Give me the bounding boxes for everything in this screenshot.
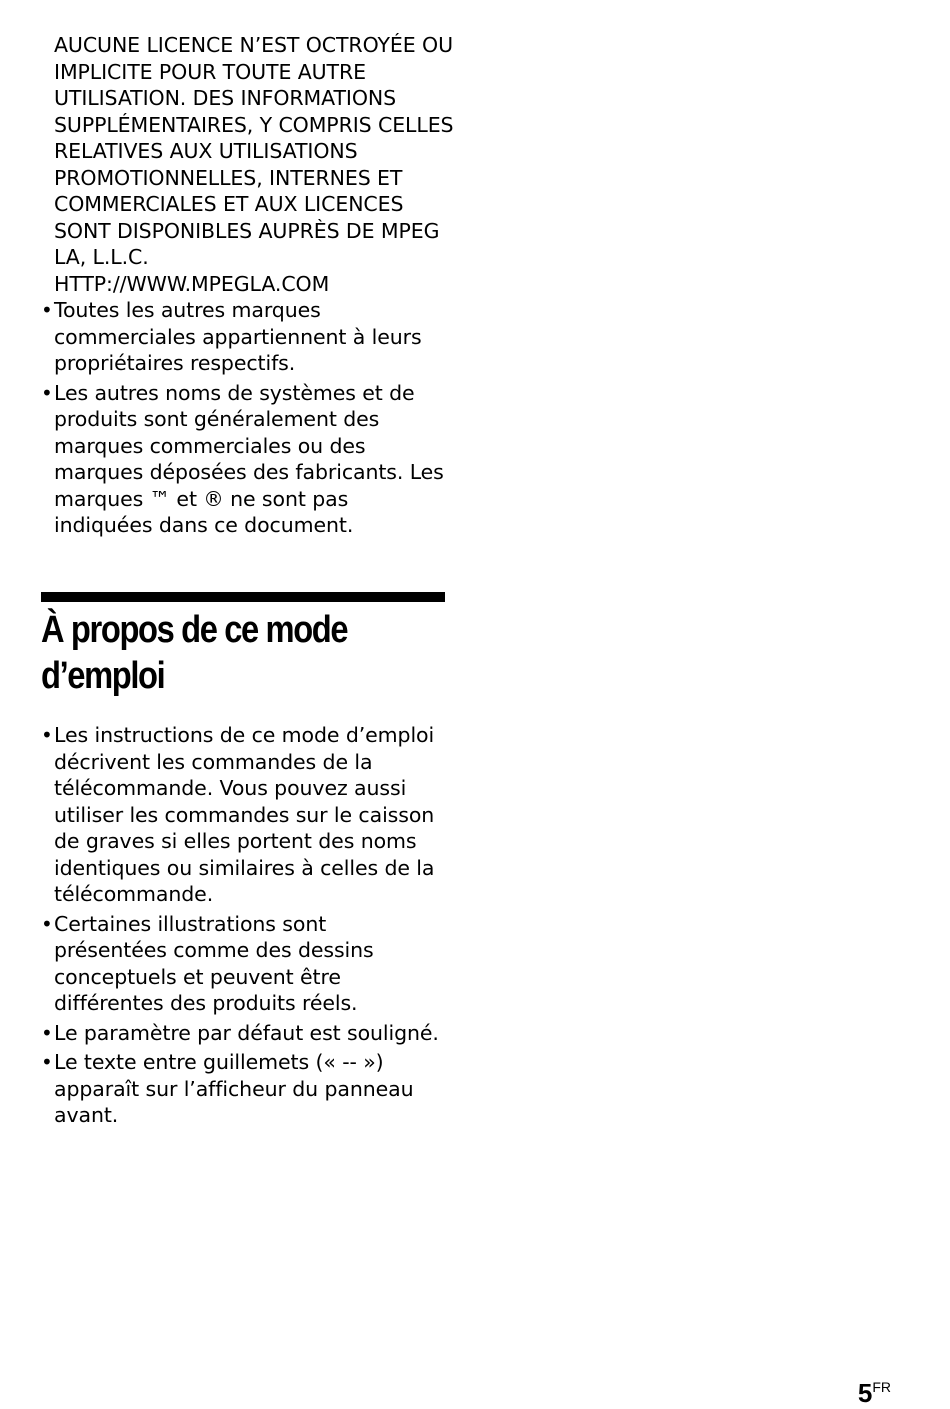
section-title-line: d’emploi xyxy=(41,655,165,697)
license-notice xyxy=(41,32,454,297)
section-body xyxy=(41,722,445,1132)
list-item-text: Certaines illustrations sont présentées comme des dessins conceptuels et peuvent être différentes des produits réels. xyxy=(54,911,374,1015)
license-line: SONT DISPONIBLES AUPRÈS DE MPEG xyxy=(54,218,440,243)
instructions-list xyxy=(41,722,445,1129)
bullet-icon: • xyxy=(41,723,53,747)
list-item-text: Les instructions de ce mode d’emploi décrivent les commandes de la télécommande. Vous pouvez aussi utiliser les commandes sur le caisson de graves si elles portent des noms identiques ou similaires à celles de la télécommande. xyxy=(54,723,435,906)
list-item xyxy=(41,722,445,908)
list-item-text: Le texte entre guillemets (« -- ») apparaît sur l’afficheur du panneau avant. xyxy=(54,1050,414,1127)
list-item xyxy=(41,911,445,1017)
license-line: UTILISATION. DES INFORMATIONS xyxy=(54,86,397,110)
bullet-icon: • xyxy=(41,1050,53,1074)
page-folio xyxy=(858,1378,891,1409)
license-line: SUPPLÉMENTAIRES, Y COMPRIS CELLES xyxy=(54,112,454,137)
list-item xyxy=(41,1049,445,1129)
section-rule xyxy=(41,592,445,602)
list-item xyxy=(41,297,445,377)
list-item-text: Toutes les autres marques commerciales appartiennent à leurs propriétaires respectifs. xyxy=(54,298,422,375)
list-item-text: Les autres noms de systèmes et de produits sont généralement des marques commerciales ou des marques déposées des fabricants. Les marques ™ et ® ne sont pas indiquées dans ce document. xyxy=(54,380,444,537)
section-title xyxy=(41,607,402,699)
license-line: COMMERCIALES ET AUX LICENCES xyxy=(54,192,404,216)
bullet-icon: • xyxy=(41,911,53,936)
license-line: PROMOTIONNELLES, INTERNES ET xyxy=(54,165,403,190)
license-line: AUCUNE LICENCE N’EST OCTROYÉE OU xyxy=(54,33,453,57)
list-item-text: Le paramètre par défaut est souligné. xyxy=(54,1020,439,1045)
license-line: IMPLICITE POUR TOUTE AUTRE xyxy=(54,59,366,84)
section-title-line: À propos de ce mode xyxy=(41,609,348,651)
license-line: LA, L.L.C. xyxy=(54,245,149,269)
license-url: HTTP://WWW.MPEGLA.COM xyxy=(54,271,330,296)
trademark-notes-column xyxy=(41,32,454,542)
license-line: RELATIVES AUX UTILISATIONS xyxy=(54,139,358,163)
language-code: FR xyxy=(872,1379,891,1395)
trademark-list xyxy=(41,297,445,539)
list-item xyxy=(41,380,445,539)
page-number: 5 xyxy=(857,1378,872,1408)
bullet-icon: • xyxy=(41,1020,53,1045)
bullet-icon: • xyxy=(41,380,53,405)
list-item xyxy=(41,1020,445,1047)
bullet-icon: • xyxy=(41,298,53,322)
